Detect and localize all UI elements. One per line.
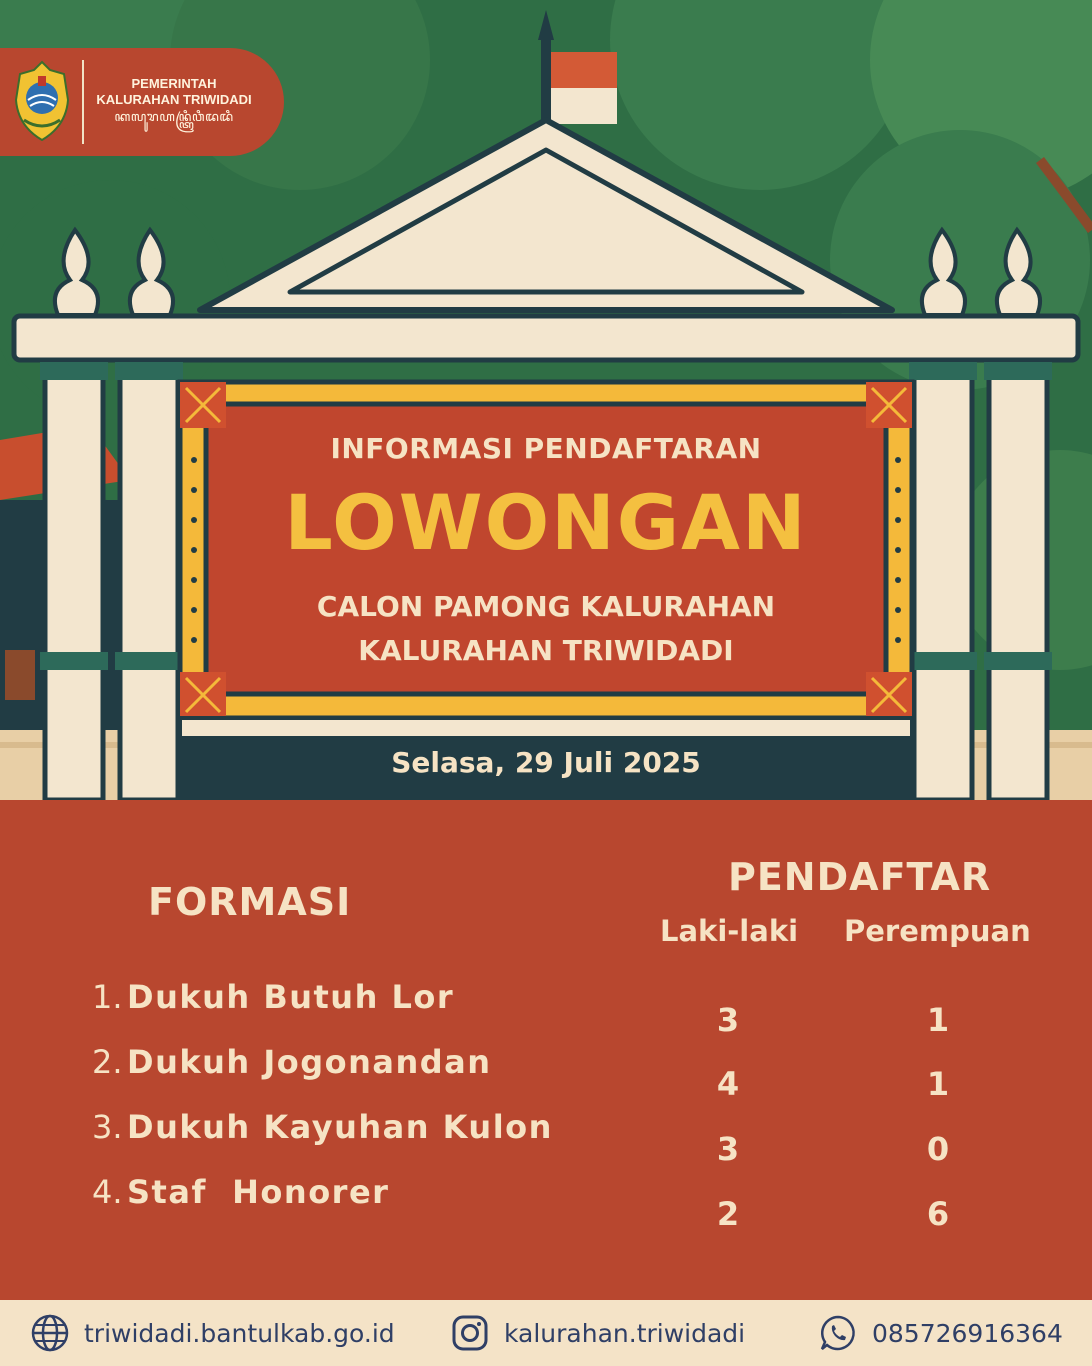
row-male-count: 2	[716, 1195, 740, 1233]
row-formasi: Staf Honorer	[127, 1173, 390, 1211]
row-number: 2.	[92, 1043, 123, 1081]
org-name	[86, 76, 262, 126]
row-formasi: Dukuh Kayuhan Kulon	[127, 1108, 553, 1146]
row-number: 4.	[92, 1173, 123, 1211]
org-name-line2: KALURAHAN TRIWIDADI	[96, 92, 252, 107]
header-badge	[0, 48, 284, 156]
header-divider	[82, 60, 84, 144]
formasi-header: FORMASI	[148, 880, 352, 924]
instagram-link[interactable]	[450, 1300, 745, 1366]
row-formasi: Dukuh Jogonandan	[127, 1043, 492, 1081]
row-female-count: 0	[926, 1130, 950, 1168]
pendaftar-header: PENDAFTAR	[728, 855, 992, 899]
sign-title: LOWONGAN	[284, 478, 808, 567]
instagram-icon	[450, 1313, 490, 1353]
row-female-count: 6	[926, 1195, 950, 1233]
row-male-count: 3	[716, 1001, 740, 1039]
org-name-javanese: ꦏꦭꦸꦫꦲꦤ꧀ꦠꦿꦶꦮꦶꦢꦢꦶ	[114, 109, 234, 124]
contact-footer	[0, 1300, 1092, 1366]
whatsapp-icon	[818, 1313, 858, 1353]
phone-text: 085726916364	[872, 1318, 1063, 1348]
whatsapp-link[interactable]	[818, 1300, 1063, 1366]
male-column-header: Laki-laki	[660, 914, 799, 948]
row-formasi: Dukuh Butuh Lor	[127, 978, 455, 1016]
globe-icon	[30, 1313, 70, 1353]
sign-supertitle: INFORMASI PENDAFTARAN	[330, 432, 762, 465]
row-male-count: 3	[716, 1130, 740, 1168]
sign-subtitle-line1: CALON PAMONG KALURAHAN	[316, 590, 776, 623]
website-text: triwidadi.bantulkab.go.id	[84, 1318, 395, 1348]
row-male-count: 4	[716, 1065, 740, 1103]
org-name-line1: PEMERINTAH	[131, 76, 217, 91]
row-female-count: 1	[926, 1001, 950, 1039]
kabupaten-emblem-icon	[12, 60, 72, 142]
announcement-date: Selasa, 29 Juli 2025	[391, 746, 701, 779]
row-female-count: 1	[926, 1065, 950, 1103]
sign-subtitle-line2: KALURAHAN TRIWIDADI	[358, 634, 734, 667]
female-column-header: Perempuan	[844, 914, 1031, 948]
row-number: 1.	[92, 978, 123, 1016]
website-link[interactable]	[30, 1300, 395, 1366]
row-number: 3.	[92, 1108, 123, 1146]
instagram-text: kalurahan.triwidadi	[504, 1318, 746, 1348]
